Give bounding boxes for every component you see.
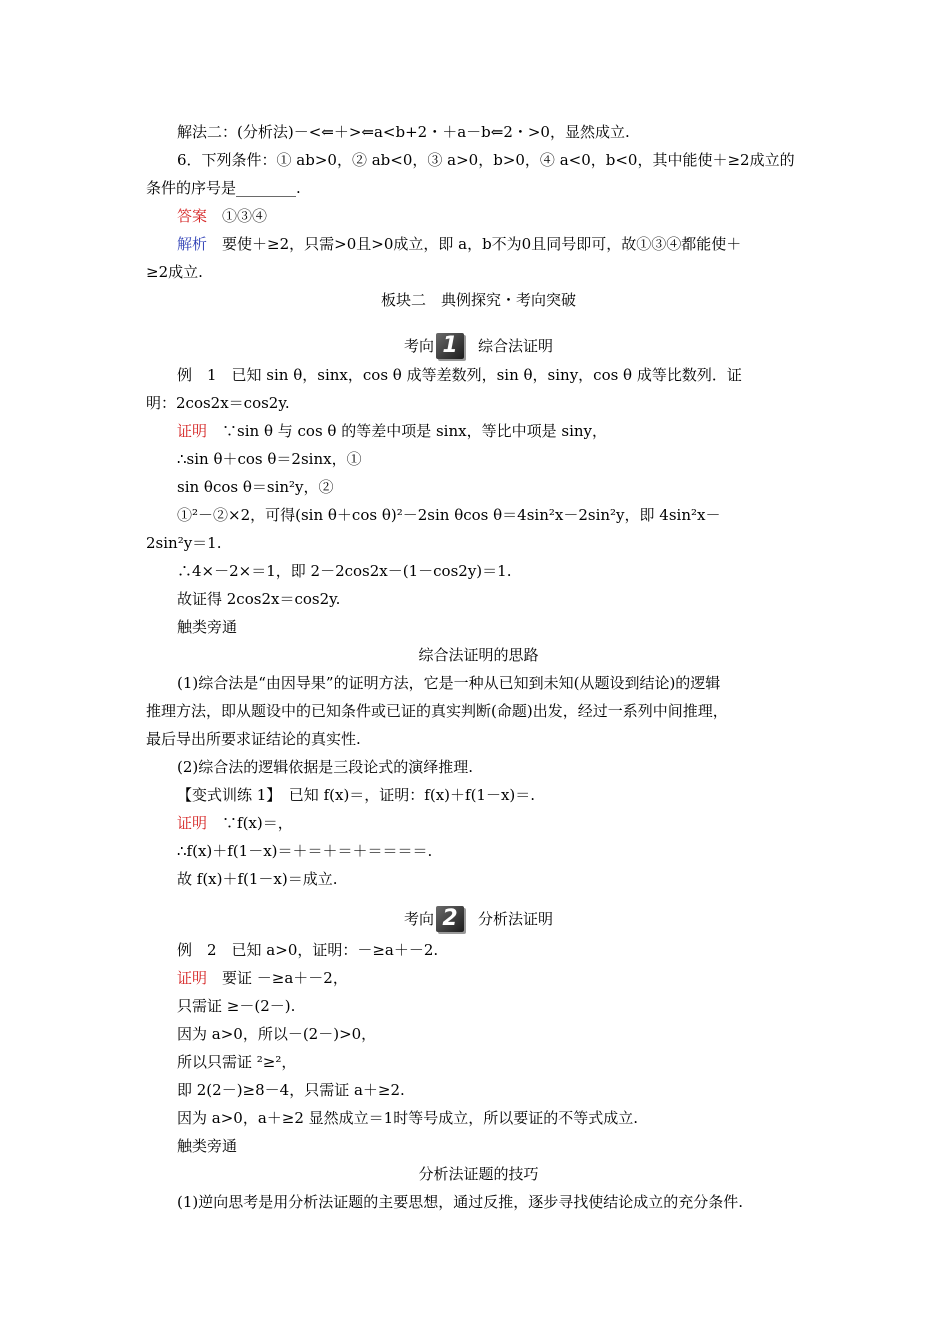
proof-1-line-6: ∴4×－2×＝1，即 2－2cos2x－(1－cos2y)＝1. <box>177 562 512 580</box>
tips-title-2: 分析法证题的技巧 <box>418 1165 539 1183</box>
example-1-line-1: 例 1 已知 sin θ，sinx，cos θ 成等差数列，sin θ，siny，cos θ 成等比数列．证 <box>177 366 742 384</box>
analysis-text: 要使＋≥2，只需>0且>0成立，即 a，b不为0且同号即可，故①③④都能使＋ <box>222 235 742 253</box>
proof-1-line-5: 2sin²y＝1. <box>146 534 222 552</box>
example-1-line-2: 明：2cos2x＝cos2y. <box>146 394 290 412</box>
direction-title-2: 分析法证明 <box>478 910 554 928</box>
analysis-label: 解析 <box>177 235 208 253</box>
tips-1-line-4: (2)综合法的逻辑依据是三段论式的演绎推理. <box>177 758 474 776</box>
proof-text: 要证 －≥a＋－2， <box>222 969 348 987</box>
tips-2-line-1: (1)逆向思考是用分析法证题的主要思想，通过反推，逐步寻找使结论成立的充分条件. <box>177 1193 744 1211</box>
number-two-badge-icon: 2 <box>436 906 464 932</box>
proof-label: 证明 <box>177 814 208 832</box>
question-6-line-2: 条件的序号是________. <box>146 179 301 197</box>
analysis-line-2: ≥2成立. <box>146 263 203 281</box>
proof-1-line-2: ∴sin θ＋cos θ＝2sinx，① <box>177 450 362 468</box>
proof-2-line-2: 只需证 ≥－(2－). <box>177 997 296 1015</box>
proof-text: ∵f(x)＝， <box>222 814 293 832</box>
tips-title-1: 综合法证明的思路 <box>418 646 539 664</box>
question-6-line-1: 6．下列条件：① ab>0，② ab<0，③ a>0，b>0，④ a<0，b<0，其中能使＋≥2成立的 <box>177 151 795 169</box>
proof-2-line-5: 即 2(2－)≥8－4，只需证 a＋≥2. <box>177 1081 405 1099</box>
proof-label: 证明 <box>177 969 208 987</box>
tips-1-line-2: 推理方法，即从题设中的已知条件或已证的真实判断(命题)出发，经过一系列中间推理， <box>146 702 728 720</box>
proof-1-line-7: 故证得 2cos2x＝cos2y. <box>177 590 341 608</box>
solution-method-two: 解法二：(分析法)－<⇐＋>⇐a<b+2・＋a－b⇐2・>0，显然成立. <box>177 123 630 141</box>
tips-1-line-1: (1)综合法是“由因导果”的证明方法，它是一种从已知到未知(从题设到结论)的逻辑 <box>177 674 721 692</box>
direction-title-1: 综合法证明 <box>478 337 554 355</box>
answer-label: 答案 <box>177 207 208 225</box>
direction-heading-2 <box>146 906 811 936</box>
proof-2-line-4: 所以只需证 ²≥²， <box>177 1053 297 1071</box>
variant-proof-line-2: ∴f(x)＋f(1－x)＝＋＝＋＝＋＝＝＝＝. <box>177 842 433 860</box>
section-heading: 板块二 典例探究・考向突破 <box>380 291 576 309</box>
number-one-badge-icon: 1 <box>436 333 464 359</box>
example-2-line-1: 例 2 已知 a>0，证明：－≥a＋－2. <box>177 941 439 959</box>
proof-2-line-1 <box>177 968 811 988</box>
variant-training-1: 【变式训练 1】 已知 f(x)＝，证明：f(x)＋f(1－x)＝. <box>177 786 536 804</box>
variant-proof-line-1 <box>177 813 811 833</box>
direction-label: 考向 <box>403 337 434 355</box>
tips-1-line-3: 最后导出所要求证结论的真实性. <box>146 730 361 748</box>
proof-text: ∵sin θ 与 cos θ 的等差中项是 sinx，等比中项是 siny， <box>222 422 608 440</box>
proof-label: 证明 <box>177 422 208 440</box>
direction-label: 考向 <box>403 910 434 928</box>
proof-2-line-3: 因为 a>0，所以－(2－)>0， <box>177 1025 377 1043</box>
proof-2-line-6: 因为 a>0，a＋≥2 显然成立＝1时等号成立，所以要证的不等式成立. <box>177 1109 638 1127</box>
direction-heading-1 <box>146 333 811 363</box>
analysis-line-1 <box>177 234 811 254</box>
answer-text: ①③④ <box>222 207 268 225</box>
proof-1-line-3: sin θcos θ＝sin²y，② <box>177 478 334 496</box>
tips-heading-2: 触类旁通 <box>177 1137 238 1155</box>
variant-proof-line-3: 故 f(x)＋f(1－x)＝成立. <box>177 870 338 888</box>
tips-heading-1: 触类旁通 <box>177 618 238 636</box>
proof-1-line-1 <box>177 421 811 441</box>
proof-1-line-4: ①²－②×2，可得(sin θ＋cos θ)²－2sin θcos θ＝4sin²x－2sin²y，即 4sin²x－ <box>177 506 721 524</box>
answer-line <box>177 206 811 226</box>
